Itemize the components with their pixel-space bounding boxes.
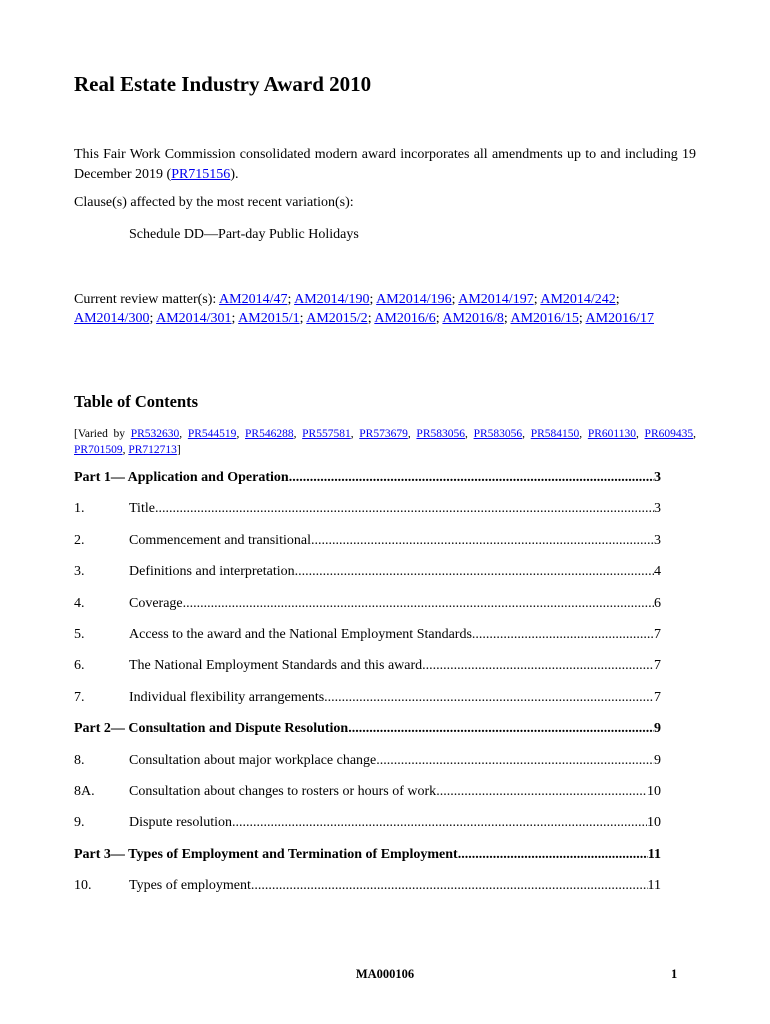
toc-entry-page: 7 xyxy=(654,658,661,673)
toc-dot-leader xyxy=(324,690,654,706)
review-matter-link[interactable]: AM2014/300 xyxy=(74,311,150,326)
review-matter-link[interactable]: AM2014/301 xyxy=(156,311,232,326)
toc-clause-entry[interactable] xyxy=(74,690,661,710)
toc-entry-page: 7 xyxy=(654,690,661,705)
footer-page-number: 1 xyxy=(671,967,678,981)
toc-dot-leader xyxy=(436,784,647,800)
toc-entry-number: 1. xyxy=(74,501,85,516)
varied-by-link[interactable]: PR701509 xyxy=(74,444,123,456)
toc-entry-number: 4. xyxy=(74,596,85,611)
toc-entry-page: 11 xyxy=(647,847,661,862)
toc-clause-entry[interactable] xyxy=(74,784,661,804)
toc-dot-leader xyxy=(458,847,648,863)
review-matters-paragraph: Current review matter(s): AM2014/47; AM2014/190; AM2014/196; AM2014/197; AM2014/242; AM2014/300; AM2014/301; AM2015/1; AM2015/2; AM2016/6; AM2016/8; AM2016/15; AM2016/17 xyxy=(74,292,654,326)
varied-by-link[interactable]: PR573679 xyxy=(359,428,408,440)
toc-clause-entry[interactable] xyxy=(74,533,661,553)
toc-entry-page: 10 xyxy=(647,815,661,830)
toc-dot-leader xyxy=(251,878,648,894)
review-matter-link[interactable]: AM2016/17 xyxy=(585,311,654,326)
review-matter-link[interactable]: AM2016/15 xyxy=(510,311,579,326)
toc-dot-leader xyxy=(183,596,654,612)
review-label: Current review matter(s): xyxy=(74,292,220,307)
toc-dot-leader xyxy=(289,470,654,486)
varied-by-link[interactable]: PR544519 xyxy=(187,428,237,440)
varied-by-references: [Varied by PR532630, PR544519, PR546288, PR557581, PR573679, PR583056, PR583056, PR584150, PR601130, PR609435, PR701509, PR712713] xyxy=(74,428,696,456)
footer-award-code: MA000106 xyxy=(355,967,415,981)
toc-entry-title: Part 1— Application and Operation xyxy=(74,470,289,485)
varied-by-link[interactable]: PR583056 xyxy=(473,428,523,440)
varied-label: [Varied by xyxy=(74,428,131,440)
toc-clause-entry[interactable] xyxy=(74,815,661,835)
toc-entry-title: Title xyxy=(129,501,155,516)
toc-entry-number: 7. xyxy=(74,690,85,705)
toc-clause-entry[interactable] xyxy=(74,501,661,521)
toc-entry-title: Coverage xyxy=(129,596,183,611)
toc-entry-number: 5. xyxy=(74,627,85,642)
toc-clause-entry[interactable] xyxy=(74,753,661,773)
toc-entry-title: Types of employment xyxy=(129,878,251,893)
varied-by-link[interactable]: PR712713 xyxy=(128,444,177,456)
toc-part-entry[interactable] xyxy=(74,847,661,867)
toc-heading: Table of Contents xyxy=(74,392,199,411)
toc-entry-page: 4 xyxy=(654,564,661,579)
toc-dot-leader xyxy=(232,815,647,831)
toc-entry-page: 3 xyxy=(654,501,661,516)
toc-entry-title: Access to the award and the National Employment Standards xyxy=(129,627,472,642)
review-matter-link[interactable]: AM2014/242 xyxy=(540,292,616,307)
intro-text-before: This Fair Work Commission consolidated modern award incorporates all amendments up to and including 19 December 2019 ( xyxy=(74,147,696,182)
review-matter-link[interactable]: AM2015/1 xyxy=(238,311,300,326)
toc-entry-page: 3 xyxy=(654,470,661,485)
varied-close: ] xyxy=(176,444,181,456)
toc-entry-title: Dispute resolution xyxy=(129,815,233,830)
toc-entry-page: 9 xyxy=(654,753,661,768)
toc-dot-leader xyxy=(472,627,654,643)
toc-entry-title: Part 2— Consultation and Dispute Resolution xyxy=(74,721,349,736)
review-matter-link[interactable]: AM2014/196 xyxy=(376,292,452,307)
toc-entry-number: 8. xyxy=(74,753,85,768)
clauses-affected-item: Schedule DD—Part-day Public Holidays xyxy=(129,227,359,242)
review-matter-link[interactable]: AM2015/2 xyxy=(306,311,368,326)
toc-entry-page: 6 xyxy=(654,596,661,611)
toc-entry-number: 2. xyxy=(74,533,85,548)
toc-dot-leader xyxy=(376,753,654,769)
toc-dot-leader xyxy=(155,501,654,517)
varied-by-link[interactable]: PR609435 xyxy=(644,428,694,440)
toc-entry-page: 7 xyxy=(654,627,661,642)
toc-clause-entry[interactable] xyxy=(74,564,661,584)
toc-entry-title: Consultation about changes to rosters or hours of work xyxy=(129,784,437,799)
award-title: Real Estate Industry Award 2010 xyxy=(74,72,372,96)
toc-clause-entry[interactable] xyxy=(74,596,661,616)
toc-entry-title: Consultation about major workplace change xyxy=(129,753,377,768)
clauses-affected-label: Clause(s) affected by the most recent variation(s): xyxy=(74,195,354,210)
review-matter-link[interactable]: AM2014/197 xyxy=(458,292,534,307)
intro-pr-link[interactable]: PR715156 xyxy=(171,166,231,182)
toc-clause-entry[interactable] xyxy=(74,878,661,898)
varied-by-link[interactable]: PR546288 xyxy=(245,428,294,440)
review-matter-link[interactable]: AM2016/6 xyxy=(374,311,436,326)
toc-entry-number: 9. xyxy=(74,815,85,830)
toc-clause-entry[interactable] xyxy=(74,627,661,647)
toc-entry-page: 10 xyxy=(647,784,661,799)
toc-dot-leader xyxy=(295,564,654,580)
toc-clause-entry[interactable] xyxy=(74,658,661,678)
toc-entry-number: 3. xyxy=(74,564,85,579)
toc-dot-leader xyxy=(311,533,654,549)
toc-entry-page: 3 xyxy=(654,533,661,548)
toc-entry-title: Individual flexibility arrangements xyxy=(129,690,325,705)
toc-entry-number: 8A. xyxy=(74,784,95,799)
varied-by-link[interactable]: PR601130 xyxy=(587,428,636,440)
toc-entry-page: 11 xyxy=(647,878,661,893)
toc-entry-number: 6. xyxy=(74,658,85,673)
toc-entry-title: Commencement and transitional xyxy=(129,533,311,548)
varied-by-link[interactable]: PR532630 xyxy=(130,428,180,440)
toc-dot-leader xyxy=(348,721,654,737)
toc-entry-title: Part 3— Types of Employment and Termination of Employment xyxy=(74,847,458,862)
review-matter-link[interactable]: AM2014/190 xyxy=(294,292,370,307)
varied-by-link[interactable]: PR584150 xyxy=(530,428,580,440)
toc-entry-number: 10. xyxy=(74,878,92,893)
toc-dot-leader xyxy=(422,658,654,674)
toc-entry-title: The National Employment Standards and this award xyxy=(129,658,423,673)
intro-paragraph xyxy=(74,145,696,184)
review-matter-link[interactable]: AM2014/47 xyxy=(219,292,288,307)
toc-part-entry[interactable] xyxy=(74,470,661,490)
varied-by-link[interactable]: PR557581 xyxy=(302,428,351,440)
varied-by-link[interactable]: PR583056 xyxy=(416,428,465,440)
toc-part-entry[interactable] xyxy=(74,721,661,741)
review-matter-link[interactable]: AM2016/8 xyxy=(442,311,504,326)
intro-text-after: ). xyxy=(230,166,239,182)
toc-entry-page: 9 xyxy=(654,721,661,736)
toc-entry-title: Definitions and interpretation xyxy=(129,564,295,579)
